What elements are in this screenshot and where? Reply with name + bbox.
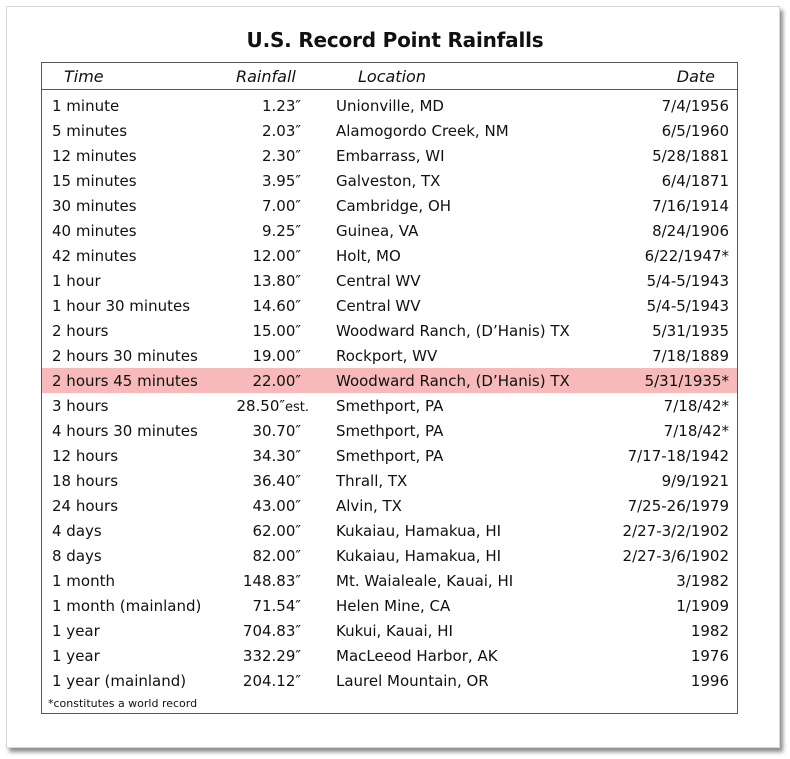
cell-location: Embarrass, WI — [336, 147, 445, 165]
table-row — [42, 393, 737, 418]
table-row — [42, 293, 737, 318]
cell-rainfall: 36.40″ — [252, 472, 301, 490]
cell-time: 18 hours — [52, 472, 119, 490]
cell-rainfall: 19.00″ — [252, 347, 301, 365]
cell-rainfall — [202, 397, 309, 415]
cell-rainfall: 2.03″ — [261, 122, 301, 140]
cell-time: 12 hours — [52, 447, 119, 465]
cell-date: 1982 — [690, 622, 729, 640]
cell-time: 1 hour 30 minutes — [52, 297, 191, 315]
cell-date: 8/24/1906 — [652, 222, 729, 240]
header-date: Date — [676, 67, 715, 86]
cell-rainfall-value: 28.50″ — [236, 397, 285, 415]
cell-date: 7/18/1889 — [652, 347, 729, 365]
cell-location: Woodward Ranch, (D’Hanis) TX — [336, 372, 570, 390]
cell-date: 7/25-26/1979 — [627, 497, 729, 515]
cell-rainfall: 9.25″ — [261, 222, 301, 240]
cell-time: 1 minute — [52, 97, 120, 115]
table-row — [42, 568, 737, 593]
cell-location: Guinea, VA — [336, 222, 419, 240]
table-row — [42, 93, 737, 118]
cell-location: Thrall, TX — [336, 472, 408, 490]
table-row — [42, 518, 737, 543]
table-row — [42, 443, 737, 468]
cell-rainfall: 62.00″ — [252, 522, 301, 540]
table-row — [42, 268, 737, 293]
cell-location: MacLeeod Harbor, AK — [336, 647, 498, 665]
cell-date: 2/27-3/6/1902 — [622, 547, 729, 565]
cell-location: Cambridge, OH — [336, 197, 452, 215]
cell-location: Holt, MO — [336, 247, 401, 265]
cell-rainfall: 204.12″ — [242, 672, 301, 690]
cell-time: 12 minutes — [52, 147, 137, 165]
cell-date: 7/16/1914 — [652, 197, 729, 215]
cell-location: Kukui, Kauai, HI — [336, 622, 453, 640]
cell-time: 2 hours 30 minutes — [52, 347, 198, 365]
cell-time: 42 minutes — [52, 247, 137, 265]
cell-date: 1/1909 — [676, 597, 729, 615]
cell-rainfall: 148.83″ — [242, 572, 301, 590]
cell-rainfall: 3.95″ — [261, 172, 301, 190]
cell-location: Galveston, TX — [336, 172, 441, 190]
cell-date: 7/4/1956 — [661, 97, 729, 115]
table-row — [42, 243, 737, 268]
cell-date: 1996 — [690, 672, 729, 690]
table-row — [42, 418, 737, 443]
cell-location: Helen Mine, CA — [336, 597, 451, 615]
footnote: *constitutes a world record — [48, 697, 198, 710]
table-row — [42, 593, 737, 618]
table-row — [42, 543, 737, 568]
cell-date: 3/1982 — [676, 572, 729, 590]
cell-date: 7/17-18/1942 — [627, 447, 729, 465]
cell-date: 6/5/1960 — [661, 122, 729, 140]
cell-time: 1 year — [52, 647, 100, 665]
cell-date: 7/18/42* — [663, 397, 729, 415]
cell-location: Smethport, PA — [336, 422, 444, 440]
table-row — [42, 643, 737, 668]
cell-date: 7/18/42* — [663, 422, 729, 440]
cell-rainfall: 1.23″ — [261, 97, 301, 115]
table-row — [42, 668, 737, 693]
cell-date: 6/22/1947* — [644, 247, 729, 265]
cell-date: 5/4-5/1943 — [646, 272, 729, 290]
table-row — [42, 193, 737, 218]
table-row — [42, 468, 737, 493]
cell-location: Unionville, MD — [336, 97, 444, 115]
table-header — [42, 67, 737, 89]
cell-location: Smethport, PA — [336, 447, 444, 465]
cell-date: 1976 — [690, 647, 729, 665]
cell-date: 9/9/1921 — [661, 472, 729, 490]
header-divider — [42, 89, 737, 90]
cell-rainfall: 2.30″ — [261, 147, 301, 165]
header-rainfall: Rainfall — [236, 67, 296, 86]
table-row-highlighted — [42, 368, 737, 393]
table-row — [42, 118, 737, 143]
table-body — [42, 93, 737, 693]
cell-location: Central WV — [336, 297, 421, 315]
table-row — [42, 143, 737, 168]
cell-location: Central WV — [336, 272, 421, 290]
cell-date: 5/31/1935 — [652, 322, 729, 340]
cell-date: 5/31/1935* — [644, 372, 729, 390]
cell-rainfall: 43.00″ — [252, 497, 301, 515]
cell-location: Kukaiau, Hamakua, HI — [336, 547, 502, 565]
cell-rainfall: 22.00″ — [252, 372, 301, 390]
cell-time: 1 year — [52, 622, 100, 640]
cell-rainfall: 704.83″ — [242, 622, 301, 640]
cell-date: 6/4/1871 — [661, 172, 729, 190]
cell-rainfall: 34.30″ — [252, 447, 301, 465]
cell-time: 4 days — [52, 522, 102, 540]
cell-location: Smethport, PA — [336, 397, 444, 415]
cell-time: 24 hours — [52, 497, 119, 515]
table-title: U.S. Record Point Rainfalls — [246, 28, 544, 52]
cell-location: Alamogordo Creek, NM — [336, 122, 509, 140]
table-row — [42, 218, 737, 243]
header-location: Location — [358, 67, 426, 86]
cell-time: 1 month (mainland) — [52, 597, 202, 615]
cell-time: 1 hour — [52, 272, 101, 290]
table-row — [42, 343, 737, 368]
cell-rainfall: 30.70″ — [252, 422, 301, 440]
table-row — [42, 168, 737, 193]
cell-time: 3 hours — [52, 397, 109, 415]
cell-time: 2 hours 45 minutes — [52, 372, 198, 390]
cell-location: Kukaiau, Hamakua, HI — [336, 522, 502, 540]
cell-time: 40 minutes — [52, 222, 137, 240]
table-row — [42, 493, 737, 518]
cell-time: 30 minutes — [52, 197, 137, 215]
cell-rainfall-note: est. — [284, 400, 309, 415]
header-time: Time — [64, 67, 104, 86]
table-row — [42, 318, 737, 343]
cell-rainfall: 7.00″ — [261, 197, 301, 215]
cell-time: 8 days — [52, 547, 102, 565]
cell-time: 1 month — [52, 572, 115, 590]
cell-time: 2 hours — [52, 322, 109, 340]
cell-location: Laurel Mountain, OR — [336, 672, 489, 690]
cell-time: 1 year (mainland) — [52, 672, 187, 690]
cell-rainfall: 15.00″ — [252, 322, 301, 340]
cell-time: 15 minutes — [52, 172, 137, 190]
cell-location: Woodward Ranch, (D’Hanis) TX — [336, 322, 570, 340]
cell-location: Rockport, WV — [336, 347, 438, 365]
table-row — [42, 618, 737, 643]
cell-time: 4 hours 30 minutes — [52, 422, 198, 440]
cell-rainfall: 82.00″ — [252, 547, 301, 565]
cell-time: 5 minutes — [52, 122, 128, 140]
cell-location: Mt. Waialeale, Kauai, HI — [336, 572, 514, 590]
cell-rainfall: 71.54″ — [252, 597, 301, 615]
rainfall-table — [41, 62, 738, 714]
cell-date: 2/27-3/2/1902 — [622, 522, 729, 540]
cell-date: 5/4-5/1943 — [646, 297, 729, 315]
cell-rainfall: 12.00″ — [252, 247, 301, 265]
cell-rainfall: 332.29″ — [242, 647, 301, 665]
cell-date: 5/28/1881 — [652, 147, 729, 165]
cell-location: Alvin, TX — [336, 497, 402, 515]
cell-rainfall: 14.60″ — [252, 297, 301, 315]
cell-rainfall: 13.80″ — [252, 272, 301, 290]
